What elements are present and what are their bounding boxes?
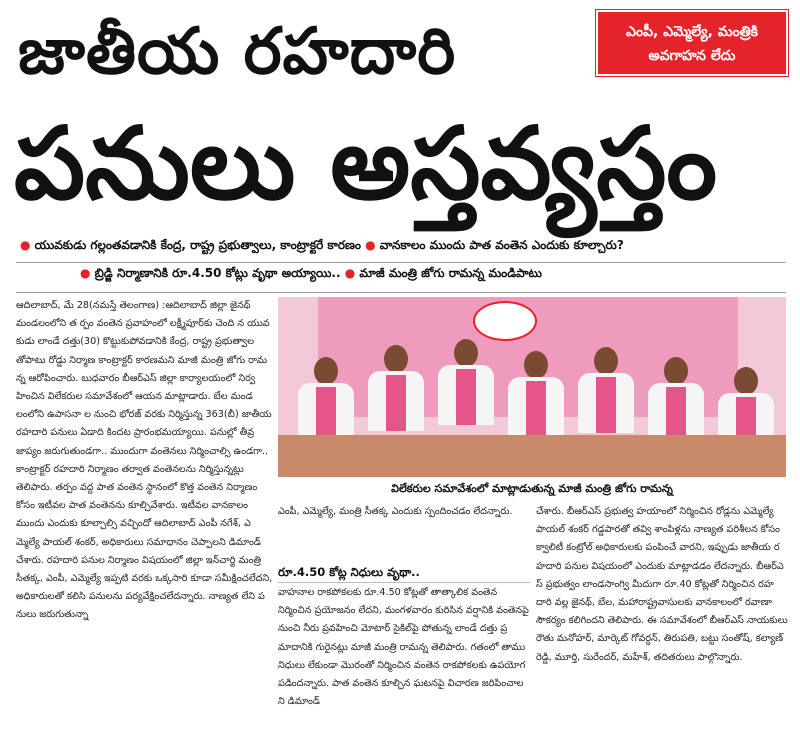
headline-line-1: జాతీయ రహదారి xyxy=(18,15,457,89)
article-column-1: ఆదిలాబాద్, మే 28(నమస్తే తెలంగాణ) :ఆదిలాబాద్ జిల్లా జైనథ్ మండలంలోని త ర్పం వంతెన ప్రవాహంలో లక్ష్మీపూర్‌కు చెంది న యువకుడు లాండే దత్తు(30) కొట్టుకుపోవడానికి కేంద్ర, రాష్ట్ర ప్రభుత్వాలతోపాటు రోడ్డు నిర్మాణ కాంట్రాక్టర్ కారణమని మాజీ మంత్రి జోగు రామన్న ఆరోపించారు. బుధవారం బీఆర్ఎస్ జిల్లా కార్యాలయంలో నిర్వహించిన విలేకరుల సమావేశంలో ఆయన మాట్లాడారు. బేల మండలంలోని ఉపాసనా ల నుంచి భోరజ్ వరకు నిర్మిస్తున్న 363(బీ) జాతీయ రహదారి పనులు ఏడాది కిందట ప్రారంభమయ్యాయి. పనుల్లో తీవ్ర జాప్యం జరుగుతుండగా.. ముందుగా వంతెనలు నిర్మించాల్సి ఉండగా.. కాంట్రాక్టర్ రహదారి నిర్మాణం తర్వాత వంతెనలను నిర్మిస్తున్నట్లు తెలిపారు. తర్పం వద్ద పాత వంతెన స్థానంలో కొత్త వంతెన నిర్మాణం కోసం ఇటీవల పాత వంతెనను కూల్చివేశారు. ఇటీవల వానకాలం ముందు ఎందుకు కూల్చాల్సి వచ్చిందో ఆదిలాబాద్ ఎంపీ నగేశ్, ఎమ్మెల్యే పాయల్ శంకర్, అధికారులు సమాధానం చెప్పాలని డిమాండ్ చేశారు. రహదారి పనుల నిర్మాణం విషయంలో జిల్లా ఇన్‌చార్జి మంత్రి సీతక్క, ఎంపీ, ఎమ్మెల్యే ఇప్పటి వరకు ఒక్కసారి కూడా సమీక్షించలేదని, అధికారులతో కలిసి పనులను పర్యవేక్షించలేదన్నారు. నాణ్యత లేని ప నులు జరుగుతున్నా xyxy=(16,300,273,621)
person-figure xyxy=(368,345,424,431)
divider xyxy=(16,262,786,263)
headline-line-2: పనులు అస్తవ్యస్తం xyxy=(14,105,718,222)
person-figure xyxy=(298,357,354,443)
person-figure xyxy=(648,357,704,443)
highlight-tag xyxy=(596,10,788,76)
subhead-1: యువకుడు గల్లంతవడానికి కేంద్ర, రాష్ట్ర ప్రభుత్వాలు, కాంట్రాక్టరే కారణం xyxy=(34,238,361,252)
bullet-icon: ● xyxy=(20,238,35,252)
person-figure xyxy=(438,339,494,425)
tag-line-1: ఎంపీ, ఎమ్మెల్యే, మంత్రికి xyxy=(626,24,758,40)
bullet-icon: ● xyxy=(80,266,95,280)
subhead-3: బ్రిడ్జి నిర్మాణానికి రూ.4.50 కోట్లు వృథా అయ్యాయి.. xyxy=(94,266,341,280)
article-column-2-bottom: వాహనాల రాకపోకలకు రూ.4.50 కోట్లతో తాత్కాలిక వంతెన నిర్మించిన ప్రయోజనం లేదని, మంగళవారం కురిసిన వర్షానికి వంతెనపై నుంచి నీరు ప్రవహించి మోటార్ సైకిల్‌పై పోతున్న లాండే దత్తు ప్రమాదానికి గురైనట్లు మాజీ మంత్రి రామన్న తెలిపారు. గతంలో తాము నిధులు లేకుండా మొరంతో నిర్మించిన వంతెన రాకపోకలకు ఉపయోగపడిందన్నారు. పాత వంతెన కూల్చిన ఘటనపై విచారణ జరిపించాలని డిమాండ్ xyxy=(278,587,529,708)
tag-line-2: అవగాహన లేదు xyxy=(648,48,736,64)
person-figure xyxy=(578,347,634,433)
subhead-row-2 xyxy=(80,266,720,288)
subhead-row-1 xyxy=(20,238,788,260)
article-column-3: చేశారు. బీఆర్ఎస్ ప్రభుత్వ హయాంలో నిర్మించిన రోడ్లను ఎమ్మెల్యే పాయల్ శంకర్ గడ్డపారతో తవ్వి శాంపిళ్లను నాణ్యత పరిశీలన కోసం క్వాలిటీ కంట్రోల్ అధికారులకు పంపించే వారని, ఇప్పుడు జాతీయ రహదారి పనుల విషయంలో ఎందుకు మాట్లాడడం లేదన్నారు. బీఆర్ఎస్ ప్రభుత్వం లాండసాంగ్వి మీదుగా రూ.40 కోట్లతో నిర్మించిన రహదారి వల్ల జైనథ్, బేల, మహారాష్ట్రవాసులకు వానకాలంలో రవాణా సౌకర్యం కలిగిందని తెలిపారు. ఈ సమావేశంలో బీఆర్ఎస్ నాయకులు రౌతు మనోహర్, మార్కెట్ గోవర్ధన్, తిరుపతి, బట్టు సంతోష్, కల్యాణ్ రెడ్డి, మూర్తి, సురేందర్, మహేశ్, తదితరులు పాల్గొన్నారు. xyxy=(536,506,788,663)
bullet-icon: ● xyxy=(365,238,380,252)
photo-caption: విలేకరుల సమావేశంలో మాట్లాడుతున్న మాజీ మంత్రి జోగు రామన్న xyxy=(391,482,673,495)
person-figure xyxy=(508,351,564,437)
press-table xyxy=(278,435,786,477)
divider xyxy=(16,292,786,293)
party-emblem-icon xyxy=(473,301,537,341)
subhead-2: వానకాలం ముందు పాత వంతెన ఎందుకు కూల్చారు? xyxy=(379,238,624,252)
subhead-4: మాజీ మంత్రి జోగు రామన్న మండిపాటు xyxy=(359,266,542,280)
section-heading: రూ.4.50 కోట్ల నిధులు వృథా.. xyxy=(278,562,530,583)
press-meet-photo xyxy=(278,297,786,477)
bullet-icon: ● xyxy=(344,266,360,280)
article-column-2-top: ఎంపీ, ఎమ్మెల్యే, మంత్రి సీతక్క ఎందుకు స్పందించడం లేదన్నారు. xyxy=(278,506,513,517)
